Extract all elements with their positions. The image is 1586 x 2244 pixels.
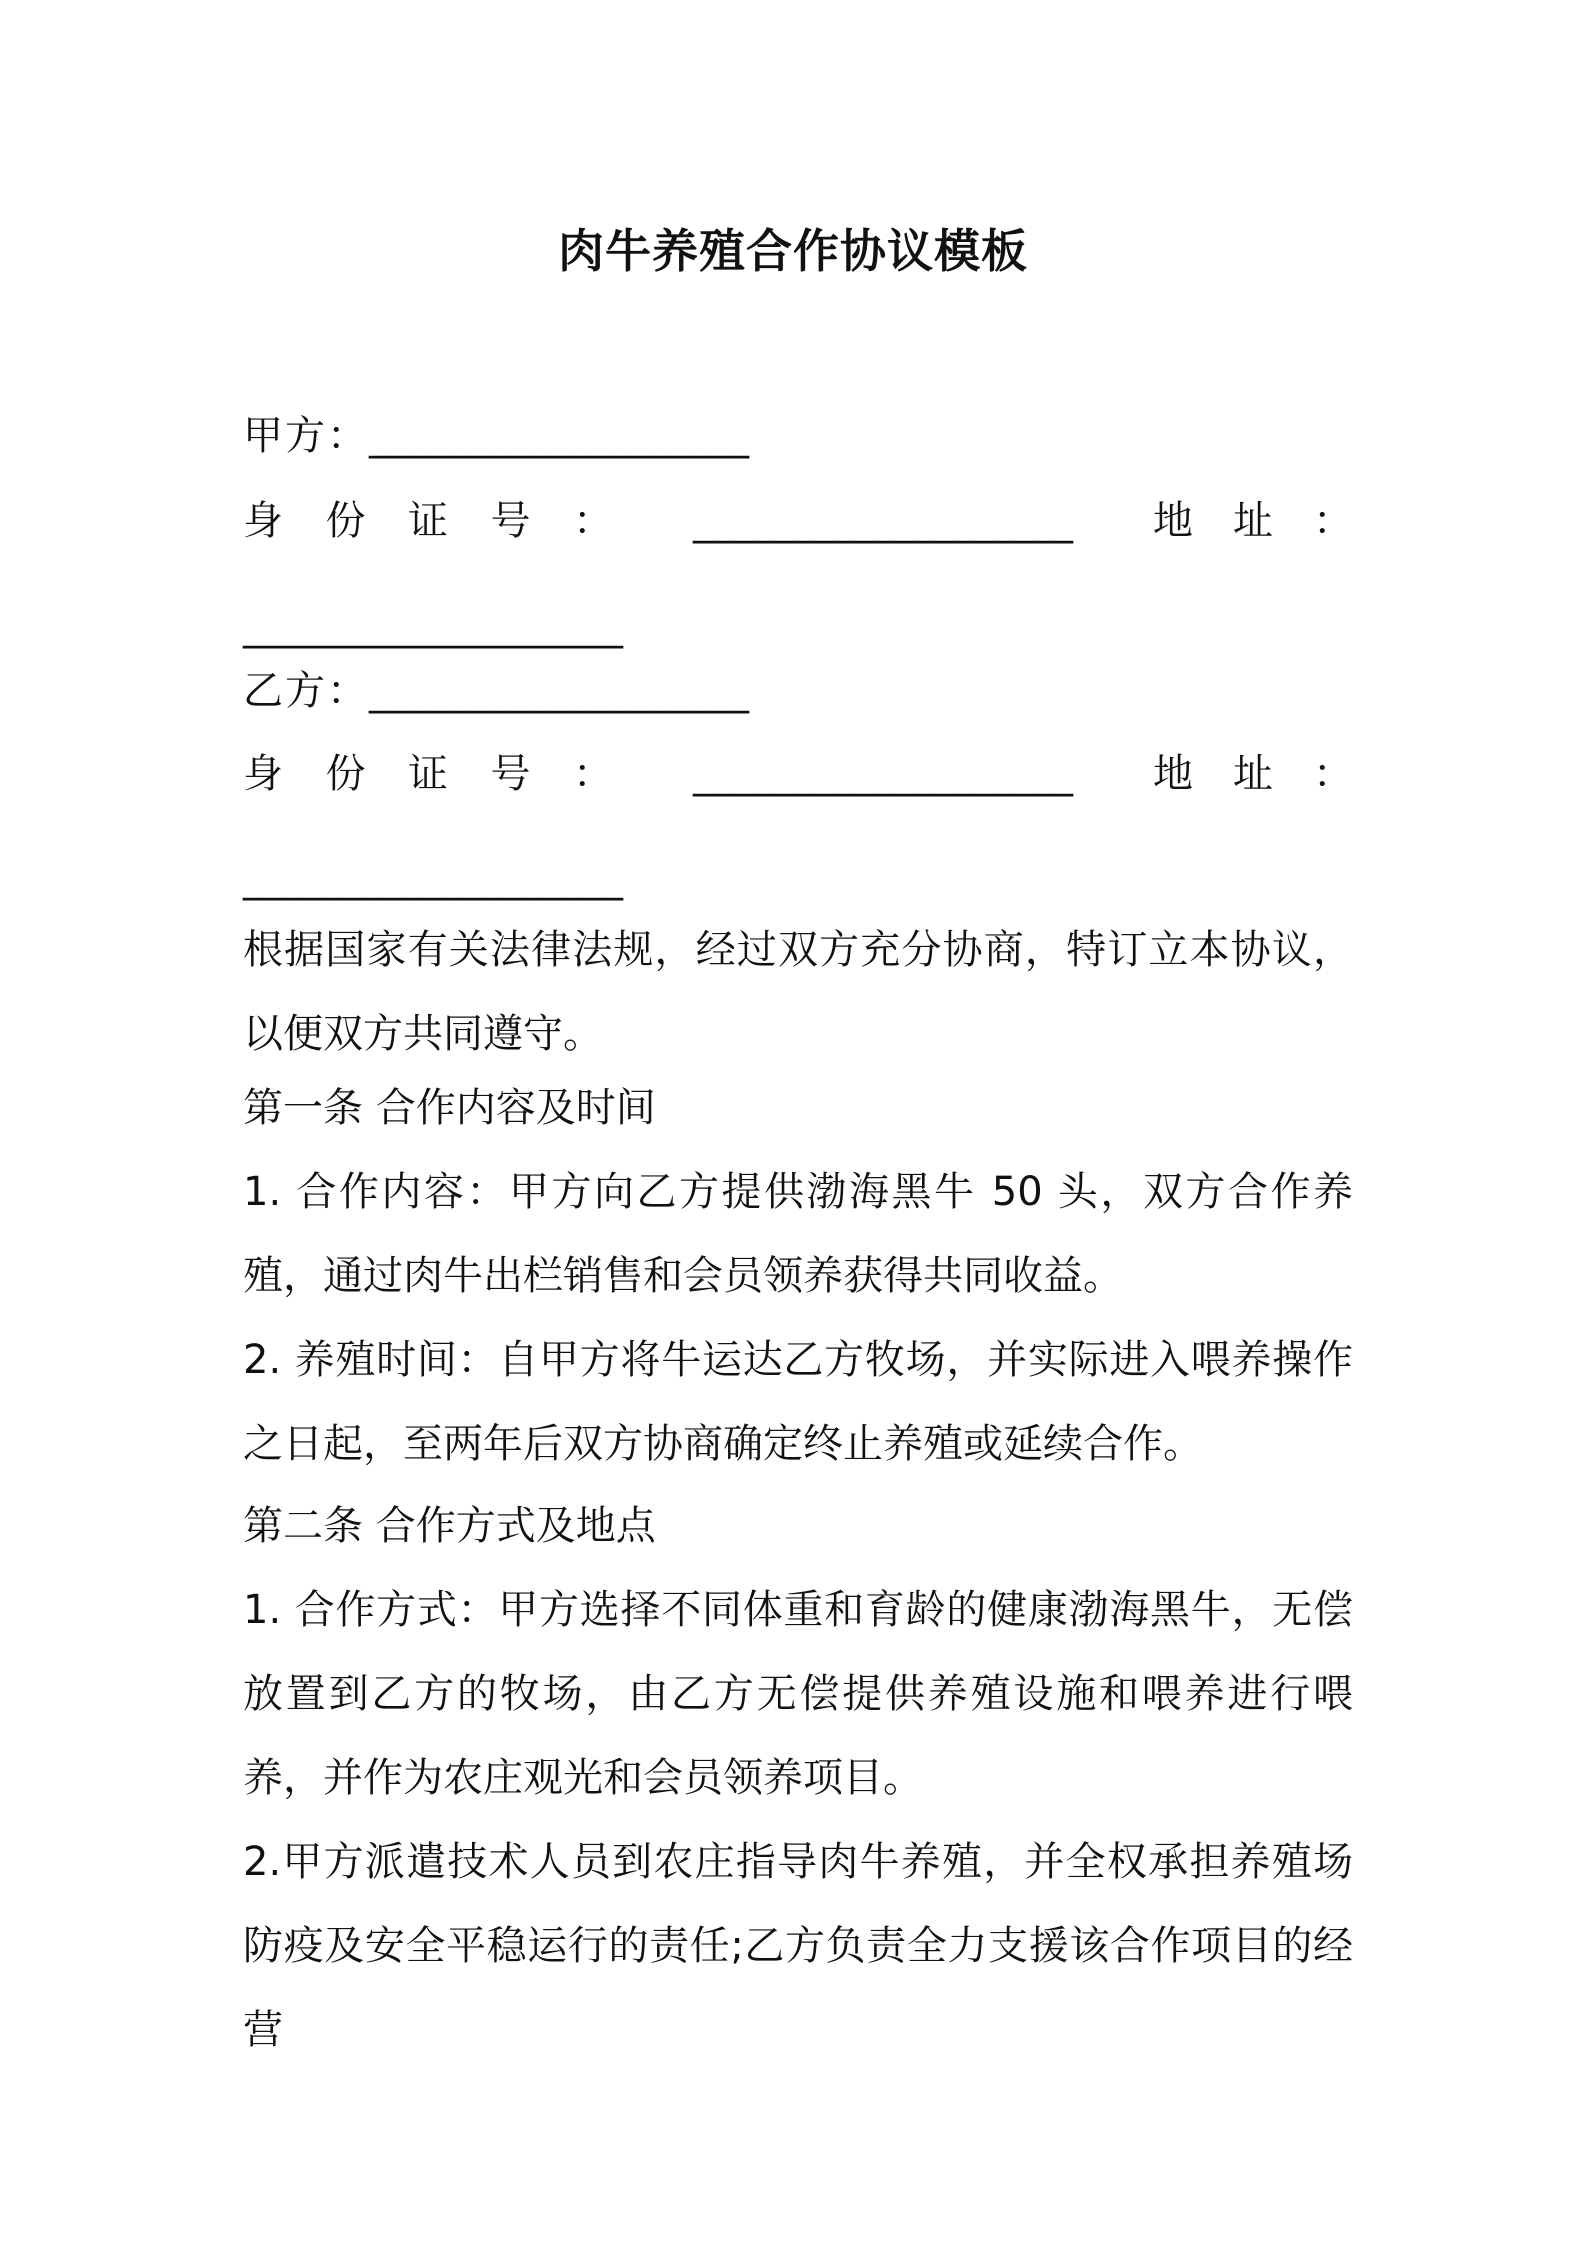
party-a-id-line: [243, 495, 1353, 547]
id-char: 号: [490, 498, 531, 544]
article-1-item-1: 1. 合作内容：甲方向乙方提供渤海黑牛 50 头，双方合作养殖，通过肉牛出栏销售和会员领养获得共同收益。: [243, 1169, 1353, 1299]
party-b-address-blank: ___________________: [243, 855, 623, 901]
party-a-address-blank: ___________________: [243, 603, 623, 649]
id-char: 号: [490, 751, 531, 797]
address-char: 地: [1153, 751, 1193, 797]
article-2-item-1: 1. 合作方式：甲方选择不同体重和育龄的健康渤海黑牛，无偿放置到乙方的牧场，由乙方无偿提供养殖设施和喂养进行喂养，并作为农庄观光和会员领养项目。: [243, 1587, 1353, 1801]
id-char: 身: [243, 751, 283, 797]
address-char: 地: [1153, 498, 1193, 544]
id-char: 份: [325, 751, 366, 797]
address-char: ：: [1313, 498, 1353, 544]
party-a-label: 甲方：: [243, 413, 369, 459]
id-char: 证: [408, 498, 448, 544]
address-char: 址: [1233, 751, 1273, 797]
party-a-id-blank: ___________________: [693, 498, 1073, 544]
address-char: ：: [1313, 751, 1353, 797]
id-char: 身: [243, 498, 283, 544]
party-b-id-label: [243, 748, 613, 800]
article-1-item-2: 2. 养殖时间：自甲方将牛运达乙方牧场，并实际进入喂养操作之日起，至两年后双方协商确定终止养殖或延续合作。: [243, 1337, 1353, 1467]
id-char: 证: [408, 751, 448, 797]
party-a-name-blank: ___________________: [369, 413, 749, 459]
id-char: ：: [573, 751, 613, 797]
document-title: 肉牛养殖合作协议模板: [558, 224, 1028, 278]
article-2-item-2: 2.甲方派遣技术人员到农庄指导肉牛养殖，并全权承担养殖场防疫及安全平稳运行的责任;乙方负责全力支援该合作项目的经营: [243, 1839, 1353, 2053]
article-2-heading: 第二条 合作方式及地点: [243, 1503, 656, 1549]
party-b-label: 乙方：: [243, 668, 369, 714]
party-b-id-blank: ___________________: [693, 751, 1073, 797]
article-1-heading: 第一条 合作内容及时间: [243, 1085, 656, 1131]
id-char: 份: [325, 498, 366, 544]
party-b-id-line: [243, 748, 1353, 800]
party-b-address-label: [1153, 748, 1353, 800]
party-a-line: [243, 410, 1353, 462]
party-a-id-label: [243, 495, 613, 547]
party-a-address-label: [1153, 495, 1353, 547]
address-char: 址: [1233, 498, 1273, 544]
preamble-paragraph: 根据国家有关法律法规，经过双方充分协商，特订立本协议，以便双方共同遵守。: [243, 927, 1353, 1057]
id-char: ：: [573, 498, 613, 544]
party-b-line: [243, 665, 1353, 717]
party-b-name-blank: ___________________: [369, 668, 749, 714]
